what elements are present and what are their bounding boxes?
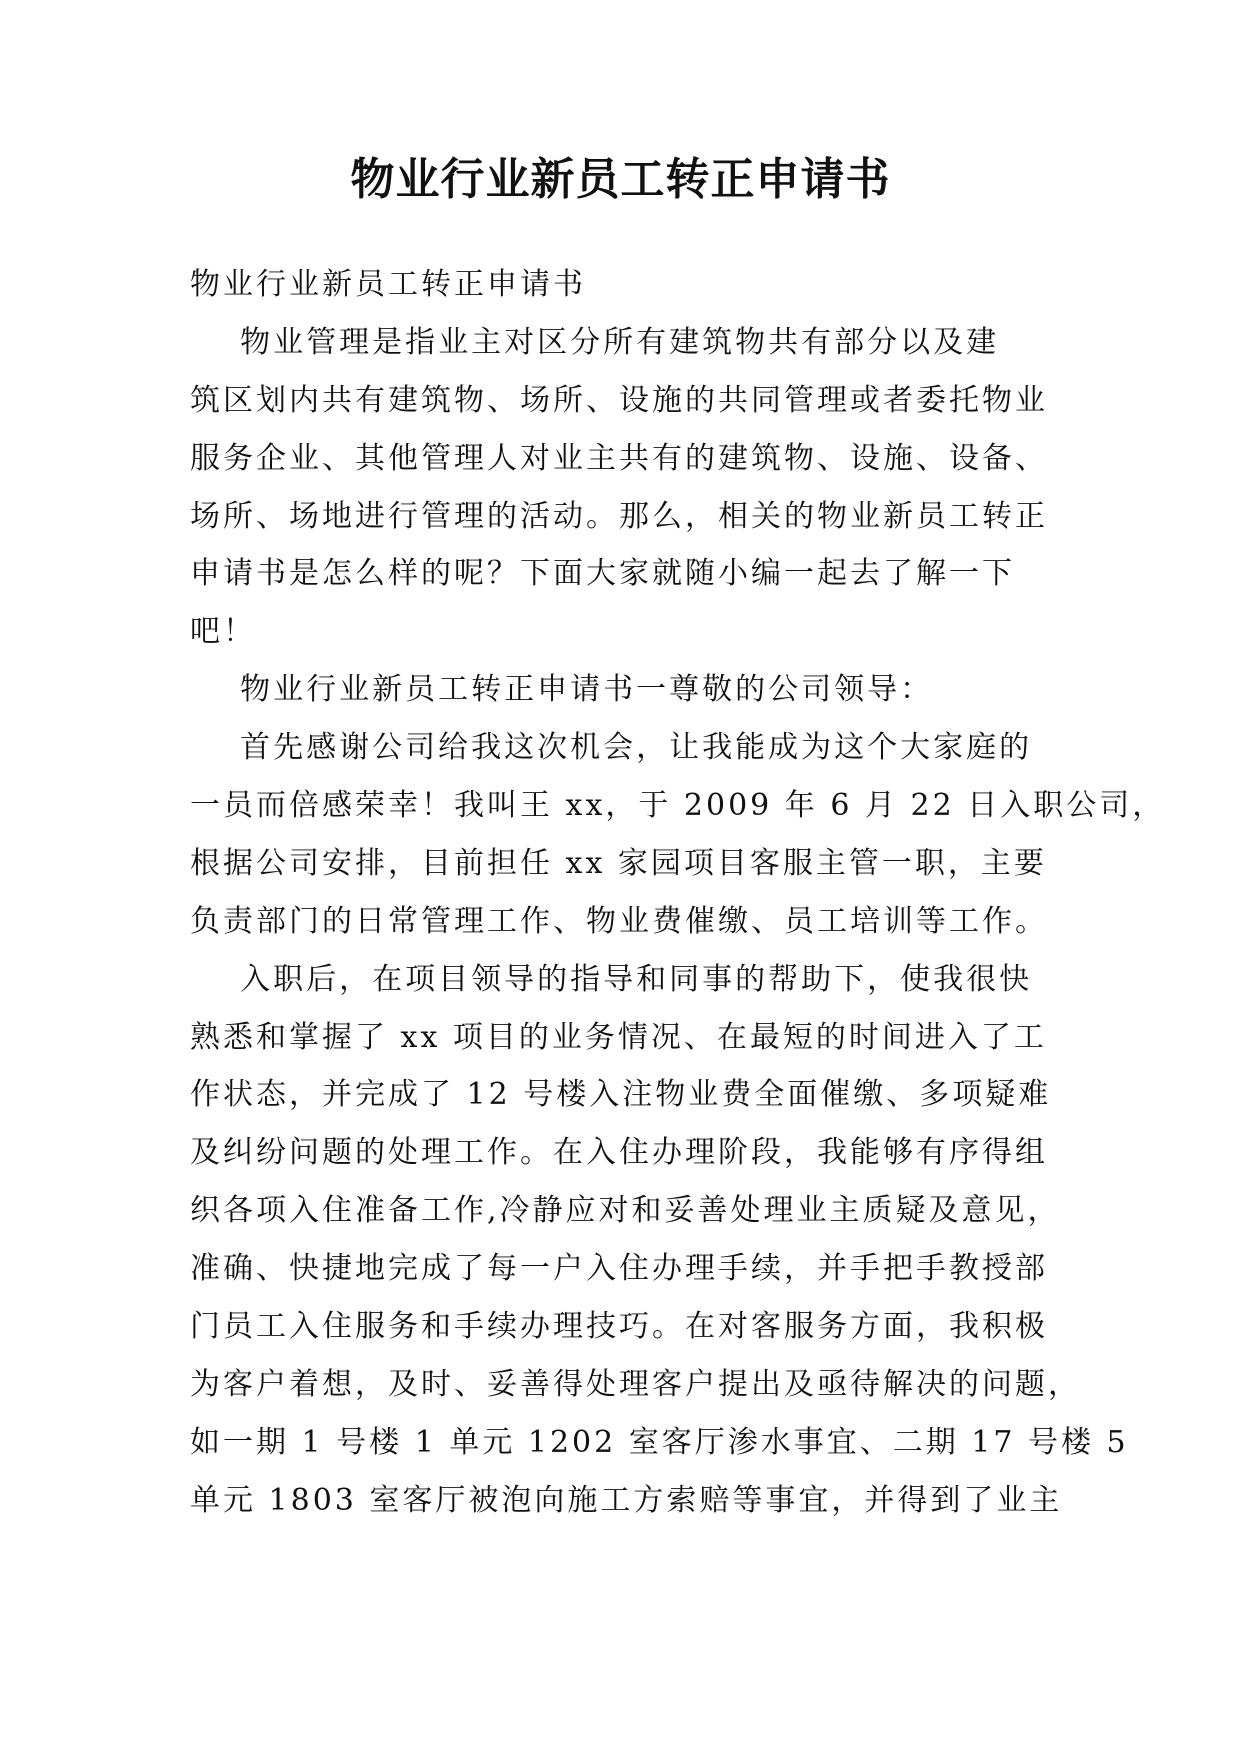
document-title: 物业行业新员工转正申请书 xyxy=(350,154,891,205)
body-line: 如一期 1 号楼 1 单元 1202 室客厅渗水事宜、二期 17 号楼 5 xyxy=(190,1424,1129,1460)
body-line: 为客户着想，及时、妥善得处理客户提出及亟待解决的问题， xyxy=(190,1366,1081,1402)
body-line: 织各项入住准备工作,冷静应对和妥善处理业主质疑及意见， xyxy=(190,1193,1061,1229)
body-line: 筑区划内共有建筑物、场所、设施的共同管理或者委托物业 xyxy=(190,382,1048,418)
body-line: 作状态，并完成了 12 号楼入注物业费全面催缴、多项疑难 xyxy=(190,1077,1052,1113)
body-line: 准确、快捷地完成了每一户入住办理手续，并手把手教授部 xyxy=(190,1251,1048,1287)
body-line: 根据公司安排，目前担任 xx 家园项目客服主管一职，主要 xyxy=(190,845,1047,881)
body-line: 申请书是怎么样的呢？下面大家就随小编一起去了解一下 xyxy=(190,556,1015,592)
body-line: 吧！ xyxy=(190,614,256,650)
body-line: 入职后，在项目领导的指导和同事的帮助下，使我很快 xyxy=(190,961,1033,997)
document-body xyxy=(190,256,1166,1530)
body-line: 一员而倍感荣幸！我叫王 xx，于 2009 年 6 月 22 日入职公司， xyxy=(190,788,1166,824)
body-line: 门员工入住服务和手续办理技巧。在对客服务方面，我积极 xyxy=(190,1309,1048,1345)
body-line: 及纠纷问题的处理工作。在入住办理阶段，我能够有序得组 xyxy=(190,1135,1048,1171)
body-line: 单元 1803 室客厅被泡向施工方索赔等事宜，并得到了业主 xyxy=(190,1482,1063,1518)
body-line: 物业行业新员工转正申请书一尊敬的公司领导： xyxy=(190,672,934,708)
body-line: 场所、场地进行管理的活动。那么，相关的物业新员工转正 xyxy=(190,498,1048,534)
body-line: 服务企业、其他管理人对业主共有的建筑物、设施、设备、 xyxy=(190,440,1048,476)
body-line: 负责部门的日常管理工作、物业费催缴、员工培训等工作。 xyxy=(190,903,1048,939)
body-line: 物业行业新员工转正申请书 xyxy=(190,267,586,302)
body-line: 熟悉和掌握了 xx 项目的业务情况、在最短的时间进入了工 xyxy=(190,1019,1047,1055)
body-line: 物业管理是指业主对区分所有建筑物共有部分以及建 xyxy=(190,324,1000,360)
body-line: 首先感谢公司给我这次机会，让我能成为这个大家庭的 xyxy=(190,730,1033,766)
